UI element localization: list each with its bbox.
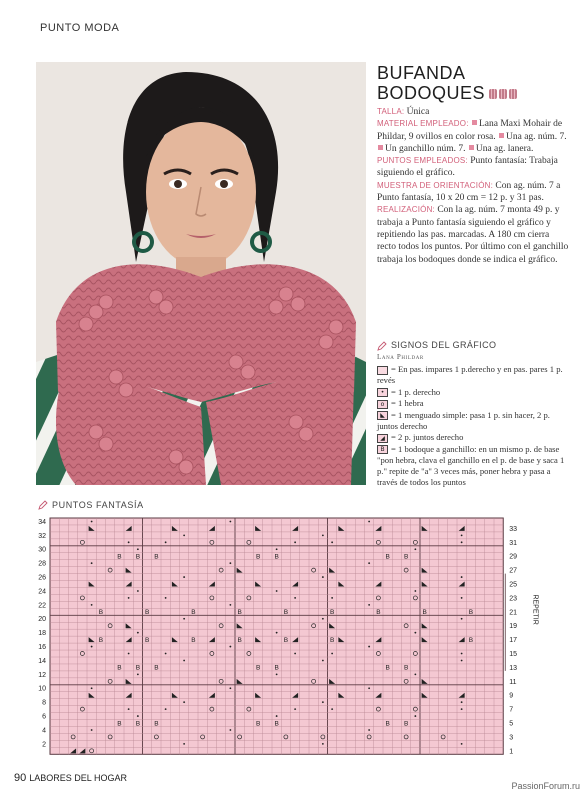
puntos-value-2: Trabaja siguiendo el gráfico. bbox=[377, 156, 558, 179]
derecho-symbol-icon bbox=[183, 576, 185, 578]
bodoque-symbol-icon: B bbox=[135, 553, 141, 561]
bodoque-symbol-icon: B bbox=[237, 609, 242, 617]
legend-symbol-icon: o bbox=[377, 400, 388, 409]
legend-text: = 1 menguado simple: pasa 1 p. sin hacer, 2 p. juntos derecho bbox=[377, 409, 550, 431]
page-number: 90 bbox=[14, 772, 27, 784]
bodoque-symbol-icon: B bbox=[274, 553, 279, 561]
derecho-symbol-icon bbox=[183, 701, 185, 703]
bodoque-symbol-icon: B bbox=[403, 553, 409, 561]
derecho-symbol-icon bbox=[137, 673, 139, 675]
row-number-right: 19 bbox=[509, 623, 518, 631]
bodoque-symbol-icon: B bbox=[283, 609, 289, 617]
derecho-symbol-icon bbox=[414, 632, 416, 634]
bodoque-symbol-icon: B bbox=[422, 609, 427, 617]
row-number-right: 23 bbox=[509, 595, 518, 603]
bodoque-symbol-icon: B bbox=[154, 664, 159, 672]
row-number-right: 33 bbox=[509, 525, 518, 533]
bodoque-symbol-icon: B bbox=[255, 720, 261, 728]
realizacion-line bbox=[377, 204, 569, 265]
legend-text: = En pas. impares 1 p.derecho y en pas. pares 1 p. revés bbox=[377, 364, 563, 385]
bodoque-symbol-icon: B bbox=[385, 720, 390, 728]
pencil-icon bbox=[38, 500, 48, 510]
row-number-right: 29 bbox=[509, 553, 518, 561]
derecho-symbol-icon bbox=[165, 597, 167, 599]
derecho-symbol-icon bbox=[128, 541, 130, 543]
derecho-symbol-icon bbox=[322, 618, 324, 620]
legend-item bbox=[377, 410, 573, 432]
material-value-4: Una ag. lanera. bbox=[475, 143, 534, 154]
material-line bbox=[377, 118, 569, 155]
derecho-symbol-icon bbox=[322, 576, 324, 578]
derecho-symbol-icon bbox=[331, 708, 333, 710]
derecho-symbol-icon bbox=[137, 590, 139, 592]
derecho-symbol-icon bbox=[165, 708, 167, 710]
derecho-symbol-icon bbox=[91, 562, 93, 564]
derecho-symbol-icon bbox=[414, 715, 416, 717]
derecho-symbol-icon bbox=[368, 729, 370, 731]
knitting-chart bbox=[0, 512, 588, 758]
chart-legend bbox=[377, 340, 573, 488]
bodoque-symbol-icon: B bbox=[385, 664, 390, 672]
derecho-symbol-icon bbox=[461, 541, 463, 543]
row-number-left: 10 bbox=[38, 685, 46, 693]
material-value-1: Lana Maxi Mohair de Phildar, 9 ovillos en color rosa. bbox=[377, 119, 563, 142]
row-number-left: 2 bbox=[42, 741, 46, 749]
row-number-right: 27 bbox=[509, 567, 518, 575]
legend-text: = 2 p. juntos derecho bbox=[391, 432, 464, 442]
legend-title: SIGNOS DEL GRÁFICO bbox=[391, 340, 497, 350]
derecho-symbol-icon bbox=[229, 687, 231, 689]
legend-item bbox=[377, 387, 573, 398]
title-line-1: BUFANDA bbox=[377, 63, 466, 83]
derecho-symbol-icon bbox=[183, 660, 185, 662]
bodoque-symbol-icon: B bbox=[144, 609, 150, 617]
derecho-symbol-icon bbox=[183, 534, 185, 536]
row-number-left: 16 bbox=[38, 644, 46, 652]
bodoque-symbol-icon: B bbox=[468, 609, 474, 617]
bodoque-symbol-icon: B bbox=[468, 636, 474, 644]
row-number-left: 28 bbox=[38, 560, 46, 568]
muestra-line bbox=[377, 180, 569, 205]
derecho-symbol-icon bbox=[322, 534, 324, 536]
row-number-right: 13 bbox=[509, 664, 518, 672]
derecho-symbol-icon bbox=[368, 646, 370, 648]
muestra-label: MUESTRA DE ORIENTACIÓN: bbox=[377, 180, 494, 190]
row-number-right: 7 bbox=[509, 706, 514, 714]
legend-symbol-icon bbox=[377, 366, 388, 375]
row-number-left: 24 bbox=[38, 588, 46, 596]
derecho-symbol-icon bbox=[368, 604, 370, 606]
row-number-left: 32 bbox=[38, 532, 46, 540]
derecho-symbol-icon bbox=[331, 653, 333, 655]
derecho-symbol-icon bbox=[91, 646, 93, 648]
bodoque-symbol-icon: B bbox=[283, 636, 289, 644]
section-header: PUNTO MODA bbox=[40, 22, 120, 34]
talla-value: Única bbox=[404, 107, 430, 117]
derecho-symbol-icon bbox=[322, 660, 324, 662]
derecho-symbol-icon bbox=[461, 701, 463, 703]
material-value-3: Un ganchillo núm. 7. bbox=[385, 143, 466, 154]
page-footer bbox=[14, 772, 127, 784]
bodoque-symbol-icon: B bbox=[329, 609, 335, 617]
chart-title: PUNTOS FANTASÍA bbox=[52, 500, 144, 510]
derecho-symbol-icon bbox=[276, 673, 278, 675]
bodoque-symbol-icon: B bbox=[98, 636, 104, 644]
publication-name: LABORES DEL HOGAR bbox=[29, 773, 127, 783]
bodoque-symbol-icon: B bbox=[385, 553, 390, 561]
puntos-label: PUNTOS EMPLEADOS: bbox=[377, 156, 468, 166]
bodoque-symbol-icon: B bbox=[255, 664, 261, 672]
bodoque-symbol-icon: B bbox=[154, 553, 159, 561]
derecho-symbol-icon bbox=[128, 653, 130, 655]
difficulty-skeins-icon bbox=[489, 89, 517, 99]
bodoque-symbol-icon: B bbox=[135, 720, 141, 728]
legend-item bbox=[377, 432, 573, 443]
row-number-right: 5 bbox=[509, 720, 514, 728]
legend-symbol-icon: B bbox=[377, 445, 388, 454]
bodoque-symbol-icon: B bbox=[329, 636, 335, 644]
row-number-right: 11 bbox=[509, 678, 517, 686]
derecho-symbol-icon bbox=[91, 687, 93, 689]
bodoque-symbol-icon: B bbox=[117, 720, 122, 728]
bodoque-symbol-icon: B bbox=[154, 720, 159, 728]
row-number-right: 15 bbox=[509, 650, 518, 658]
bodoque-symbol-icon: B bbox=[191, 609, 196, 617]
derecho-symbol-icon bbox=[229, 521, 231, 523]
derecho-symbol-icon bbox=[137, 548, 139, 550]
pattern-title bbox=[377, 63, 577, 103]
bodoque-symbol-icon: B bbox=[237, 636, 242, 644]
row-number-left: 18 bbox=[38, 630, 46, 638]
derecho-symbol-icon bbox=[165, 541, 167, 543]
talla-label: TALLA: bbox=[377, 107, 405, 116]
title-line-2 bbox=[377, 83, 577, 103]
legend-text: = 1 p. derecho bbox=[391, 386, 441, 397]
title-line-2-text: BODOQUES bbox=[377, 83, 486, 103]
row-number-right: 9 bbox=[509, 692, 514, 700]
row-number-right: 3 bbox=[509, 734, 514, 742]
bodoque-symbol-icon: B bbox=[117, 664, 122, 672]
derecho-symbol-icon bbox=[461, 653, 463, 655]
model-photo bbox=[36, 62, 366, 485]
row-number-left: 4 bbox=[42, 727, 46, 735]
row-number-left: 12 bbox=[38, 671, 46, 679]
derecho-symbol-icon bbox=[229, 646, 231, 648]
derecho-symbol-icon bbox=[461, 708, 463, 710]
derecho-symbol-icon bbox=[229, 604, 231, 606]
bullet-square-icon bbox=[472, 120, 477, 125]
pattern-details bbox=[377, 106, 569, 266]
puntos-value-1: Punto fantasía: bbox=[467, 156, 527, 167]
row-number-left: 30 bbox=[38, 546, 46, 554]
talla-line bbox=[377, 106, 569, 118]
derecho-symbol-icon bbox=[276, 632, 278, 634]
row-number-left: 34 bbox=[38, 518, 46, 526]
muestra-value: Con ag. núm. 7 a Punto fantasía, 10 x 20 cm = 12 p. y 31 pas. bbox=[377, 180, 561, 204]
knitting-chart-svg bbox=[0, 512, 588, 758]
bullet-square-icon bbox=[378, 145, 383, 150]
row-number-right: 25 bbox=[509, 581, 518, 589]
bodoque-symbol-icon: B bbox=[135, 664, 141, 672]
bodoque-symbol-icon: B bbox=[98, 609, 104, 617]
derecho-symbol-icon bbox=[414, 590, 416, 592]
legend-symbol-icon: ◢ bbox=[377, 434, 388, 443]
bodoque-symbol-icon: B bbox=[117, 553, 122, 561]
derecho-symbol-icon bbox=[461, 660, 463, 662]
repeat-label: REPETIR bbox=[531, 594, 539, 625]
derecho-symbol-icon bbox=[91, 729, 93, 731]
derecho-symbol-icon bbox=[294, 597, 296, 599]
bodoque-symbol-icon: B bbox=[403, 720, 409, 728]
legend-item bbox=[377, 444, 573, 488]
derecho-symbol-icon bbox=[414, 673, 416, 675]
row-number-right: 17 bbox=[509, 637, 518, 645]
derecho-symbol-icon bbox=[461, 576, 463, 578]
legend-heading bbox=[377, 340, 573, 351]
derecho-symbol-icon bbox=[128, 597, 130, 599]
row-number-left: 6 bbox=[42, 713, 46, 721]
derecho-symbol-icon bbox=[276, 590, 278, 592]
bodoque-symbol-icon: B bbox=[191, 636, 196, 644]
row-number-left: 26 bbox=[38, 574, 46, 582]
derecho-symbol-icon bbox=[183, 618, 185, 620]
legend-item bbox=[377, 398, 573, 409]
derecho-symbol-icon bbox=[128, 708, 130, 710]
row-number-right: 1 bbox=[509, 748, 514, 756]
derecho-symbol-icon bbox=[276, 715, 278, 717]
material-value-2: Una ag. núm. 7. bbox=[506, 131, 567, 142]
material-label: MATERIAL EMPLEADO: bbox=[377, 119, 469, 129]
derecho-symbol-icon bbox=[461, 597, 463, 599]
derecho-symbol-icon bbox=[322, 743, 324, 745]
row-number-left: 14 bbox=[38, 657, 46, 665]
legend-items bbox=[377, 364, 573, 488]
legend-brand: Lana Phildar bbox=[377, 353, 424, 361]
bullet-square-icon bbox=[499, 133, 504, 138]
derecho-symbol-icon bbox=[294, 708, 296, 710]
derecho-symbol-icon bbox=[276, 548, 278, 550]
derecho-symbol-icon bbox=[368, 562, 370, 564]
derecho-symbol-icon bbox=[165, 653, 167, 655]
watermark: PassionForum.ru bbox=[511, 781, 580, 791]
derecho-symbol-icon bbox=[294, 541, 296, 543]
row-number-right: 31 bbox=[509, 539, 518, 547]
bodoque-symbol-icon: B bbox=[376, 609, 381, 617]
derecho-symbol-icon bbox=[229, 729, 231, 731]
bodoque-symbol-icon: B bbox=[255, 553, 261, 561]
derecho-symbol-icon bbox=[461, 534, 463, 536]
bodoque-symbol-icon: B bbox=[403, 664, 409, 672]
derecho-symbol-icon bbox=[322, 701, 324, 703]
puntos-line bbox=[377, 155, 569, 180]
derecho-symbol-icon bbox=[137, 632, 139, 634]
row-number-left: 22 bbox=[38, 602, 46, 610]
chart-heading bbox=[38, 500, 144, 510]
bullet-square-icon bbox=[469, 145, 474, 150]
row-number-left: 8 bbox=[42, 699, 46, 707]
derecho-symbol-icon bbox=[229, 562, 231, 564]
derecho-symbol-icon bbox=[461, 743, 463, 745]
derecho-symbol-icon bbox=[294, 653, 296, 655]
legend-item bbox=[377, 364, 573, 386]
derecho-symbol-icon bbox=[368, 521, 370, 523]
derecho-symbol-icon bbox=[414, 548, 416, 550]
legend-text: = 1 hebra bbox=[391, 398, 424, 408]
legend-symbol-icon: • bbox=[377, 388, 388, 397]
derecho-symbol-icon bbox=[183, 743, 185, 745]
realizacion-value: Con la ag. núm. 7 monta 49 p. y trabaja a Punto fantasía siguiendo el gráfico y repitiendo las pas. marcadas. A 180 cm cierra recto todos los puntos. Por último con el ganchillo trabaja los bodoques donde se indica el gráfico. bbox=[377, 205, 569, 265]
legend-symbol-icon: ◣ bbox=[377, 411, 388, 420]
derecho-symbol-icon bbox=[368, 687, 370, 689]
bodoque-symbol-icon: B bbox=[274, 720, 279, 728]
derecho-symbol-icon bbox=[331, 597, 333, 599]
derecho-symbol-icon bbox=[331, 541, 333, 543]
derecho-symbol-icon bbox=[91, 604, 93, 606]
row-number-left: 20 bbox=[38, 616, 46, 624]
row-number-right: 21 bbox=[509, 609, 518, 617]
bodoque-symbol-icon: B bbox=[144, 636, 150, 644]
pencil-icon bbox=[377, 341, 387, 351]
derecho-symbol-icon bbox=[91, 521, 93, 523]
legend-text: = 1 bodoque a ganchillo: en un mismo p. de base "pon hebra, clava el ganchillo en el p. de base y saca 1 p." repite de "a" 3 veces más, poner hebra y pasa a través de todos los puntos bbox=[377, 443, 565, 487]
realizacion-label: REALIZACIÓN: bbox=[377, 205, 435, 215]
derecho-symbol-icon bbox=[137, 715, 139, 717]
bodoque-symbol-icon: B bbox=[274, 664, 279, 672]
derecho-symbol-icon bbox=[461, 618, 463, 620]
